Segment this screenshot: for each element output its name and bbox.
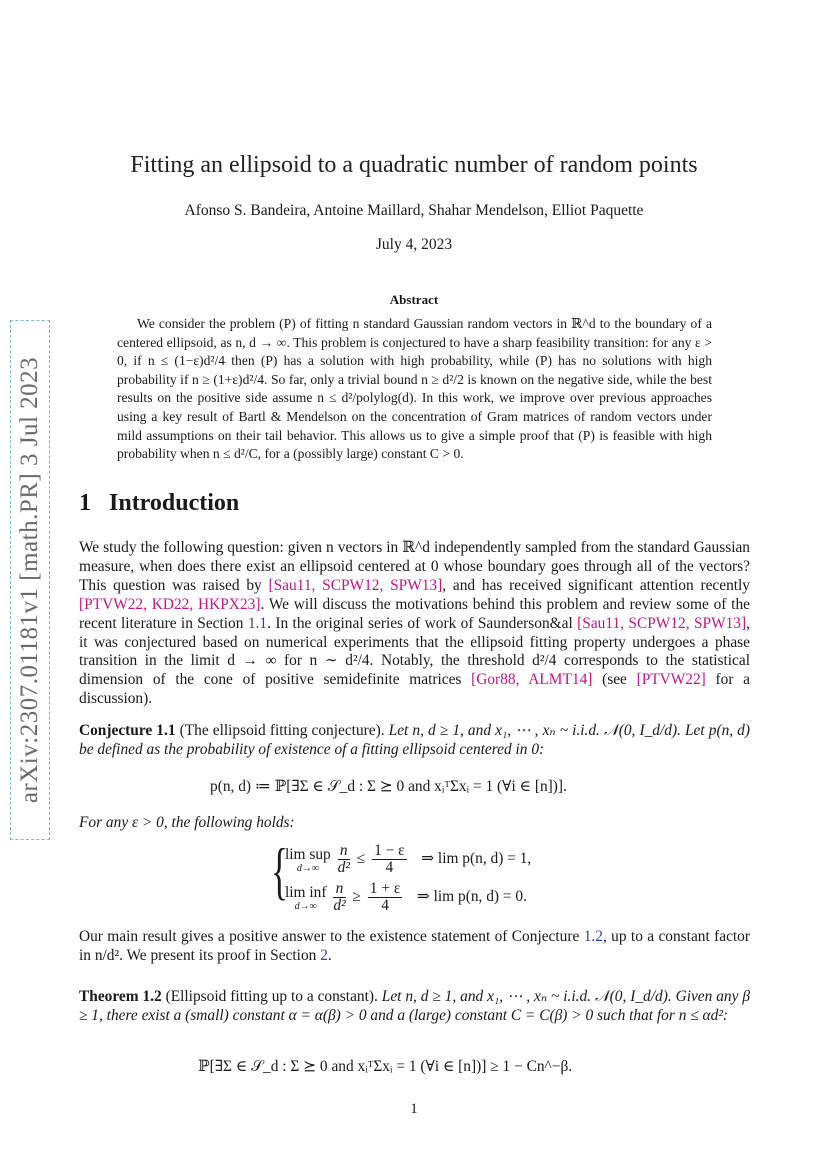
paper-title: Fitting an ellipsoid to a quadratic number of random points [130,152,698,178]
intro-text: , it was conjectured based on numerical experiments that the ellipsoid fitting property undergoes a phase transition in the limit d → ∞ for n ∼ d²/4. Notably, the threshold d²/4 corresponds to the statistical dimension of the cone of positive semidefinite matrices [79,614,750,689]
fraction-n-over-d2 [333,881,345,914]
conjecture-label: Conjecture 1.1 [79,722,176,739]
conjecture-block [79,722,750,760]
main-result-paragraph [79,928,750,966]
conjecture-ref-link[interactable]: 1.2 [583,928,603,945]
theorem-block [79,988,750,1026]
author-list: Afonso S. Bandeira, Antoine Maillard, Shahar Mendelson, Elliot Paquette [184,202,644,219]
theorem-name: (Ellipsoid fitting up to a constant). [161,988,378,1005]
case-upper-result: ⇒ lim p(n, d) = 1, [421,850,532,868]
case-lower-result: ⇒ lim p(n, d) = 0. [416,888,527,906]
numerator: 1 + ε [369,880,401,897]
conjecture-for-any: For any ε > 0, the following holds: [79,814,295,831]
liminf [285,884,326,912]
abstract-body [117,315,712,464]
intro-text: . We will discuss the motivations behind this problem and review some of the recent literature in Section [79,595,750,632]
section-number: 1 [79,490,91,516]
citation-link[interactable]: [Sau11, SCPW12, SPW13] [268,576,443,594]
section-ref-link[interactable]: 2 [320,946,328,964]
denominator: d² [337,859,350,876]
theorem-equation: ℙ[∃Σ ∈ 𝒮_d : Σ ⪰ 0 and xᵢᵀΣxᵢ = 1 (∀i ∈ [n])] ≥ 1 − Cn^−β. [198,1058,573,1075]
limsup-label: lim sup [285,845,331,863]
paper-date: July 4, 2023 [375,236,453,253]
page-number: 1 [410,1101,418,1117]
theorem-label: Theorem 1.2 [79,988,162,1005]
section-title: Introduction [109,490,240,516]
intro-paragraph [79,539,750,709]
intro-text: (see [592,671,637,689]
limsup [285,846,331,874]
main-result-text: . [327,946,332,964]
fraction-one-minus-eps [372,843,407,876]
liminf-label: lim inf [285,883,327,901]
left-brace-icon: { [271,835,288,906]
citation-link[interactable]: [Gor88, ALMT14] [471,671,593,689]
citation-link[interactable]: [Sau11, SCPW12, SPW13] [577,614,747,632]
numerator: n [338,843,350,860]
case-row-lower: lim inf d→∞ $\frac{n}{\text{d²}}$ ≥ $\frac{1 + \varepsilon}{4}$ ⇒ lim p(n, d) = 0. [285,880,527,914]
abstract-text: We consider the problem (P) of fitting n standard Gaussian random vectors in ℝ^d to the boundary of a centered ellipsoid, as n, d → ∞. This problem is conjectured to have a sharp feasibility transition: for any ε > 0, if n ≤ (1−ε)d²/4 then (P) has a solution with high probability, while (P) has no solutions with high probability if n ≥ (1+ε)d²/4. So far, only a trivial bound n ≥ d²/2 is known on the negative side, while the best results on the positive side assume n ≤ d²/polylog(d). In this work, we improve over previous approaches using a key result of Bartl & Mendelson on the concentration of Gram matrices of random vectors under mild assumptions on their tail behavior. This allows us to give a simple proof that (P) is feasible with high probability when n ≤ d²/C, for a (possibly large) constant C > 0. [117,316,712,462]
case-row-upper: lim sup d→∞ $\frac{n}{\text{d²}}$ ≤ $\frac{1 - \varepsilon}{4}$ ⇒ lim p(n, d) = 1, [285,842,532,876]
main-result-text: , up to a constant factor in n/d². We present its proof in Section [79,928,750,964]
intro-text: for a discussion). [79,671,750,708]
fraction-n-over-d2 [338,843,350,876]
arxiv-identifier: arXiv:2307.01181v1 [math.PR] 3 Jul 2023 [16,356,43,804]
denominator: 4 [385,859,394,876]
limit-subscript: d→∞ [294,900,317,912]
section-heading [79,490,239,517]
limit-subscript: d→∞ [296,862,319,874]
conjecture-name: (The ellipsoid fitting conjecture). [175,722,385,739]
denominator: d² [333,897,346,914]
abstract-heading: Abstract [389,292,439,307]
conjecture-statement: Let n, d ≥ 1, and x₁, ⋯ , xₙ ~ i.i.d. 𝒩(0, I_d/d). Let p(n, d) be defined as the probability of existence of a fitting ellipsoid centered in 0: [79,722,751,758]
main-result-text: Our main result gives a positive answer to the existence statement of Conjecture [79,928,584,945]
fraction-one-plus-eps [368,881,403,914]
numerator: n [333,881,345,898]
intro-text: , and has received significant attention recently [442,576,751,594]
conjecture-equation: p(n, d) ≔ ℙ[∃Σ ∈ 𝒮_d : Σ ⪰ 0 and xᵢᵀΣxᵢ = 1 (∀i ∈ [n])]. [210,778,567,795]
numerator: 1 − ε [374,842,405,859]
section-ref-link[interactable]: 1.1 [247,614,268,632]
arxiv-side-stamp [10,320,50,840]
citation-link[interactable]: [PTVW22, KD22, HKPX23] [79,595,261,613]
denominator: 4 [381,897,389,914]
theorem-statement: Let n, d ≥ 1, and x₁, ⋯ , xₙ ~ i.i.d. 𝒩(0, I_d/d). Given any β ≥ 1, there exist a (small) constant α = α(β) > 0 and a (large) constant C = C(β) > 0 such that for n ≤ αd²: [79,988,750,1024]
citation-link[interactable]: [PTVW22] [636,671,706,689]
intro-text: We study the following question: given n vectors in ℝ^d independently sampled from the standard Gaussian measure, when does there exist an ellipsoid centered at 0 whose boundary goes through all of the vectors? This question was raised by [79,539,750,594]
intro-text: . In the original series of work of Saunderson&al [267,614,578,632]
